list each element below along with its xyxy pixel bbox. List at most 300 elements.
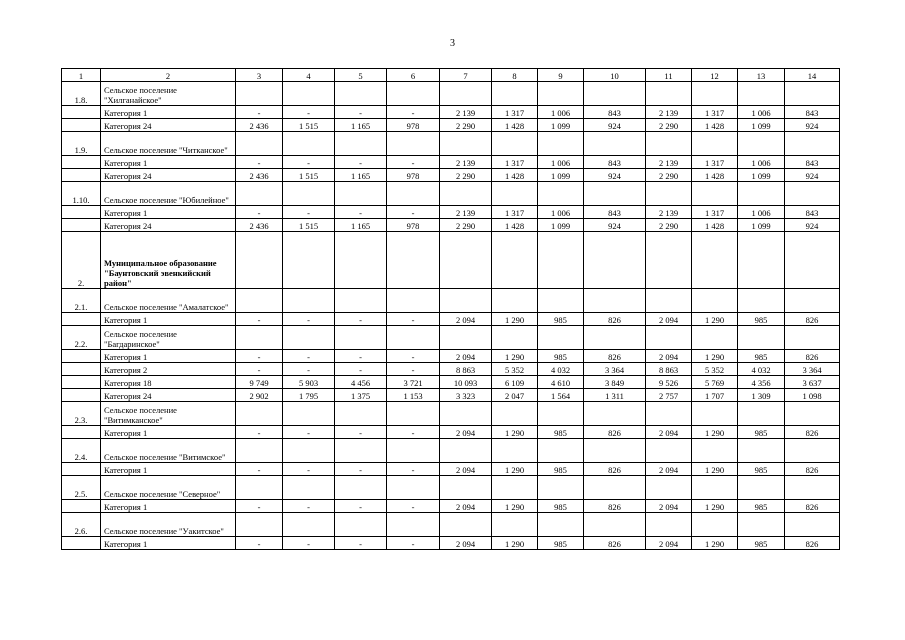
value-cell — [335, 182, 387, 206]
value-cell — [236, 326, 283, 350]
row-name: Категория 24 — [101, 119, 236, 132]
value-cell — [738, 326, 785, 350]
value-cell: 843 — [785, 156, 840, 169]
value-cell — [440, 232, 492, 289]
value-cell: 3 323 — [440, 389, 492, 402]
row-code — [62, 169, 101, 182]
value-cell — [283, 232, 335, 289]
value-cell: - — [335, 156, 387, 169]
value-cell: - — [335, 313, 387, 326]
value-cell: 1 099 — [538, 119, 584, 132]
value-cell: 2 436 — [236, 219, 283, 232]
value-cell — [236, 439, 283, 463]
value-cell: 1 311 — [584, 389, 646, 402]
value-cell — [492, 82, 538, 106]
value-cell: 1 099 — [538, 169, 584, 182]
value-cell: 2 094 — [646, 500, 692, 513]
value-cell: 1 006 — [538, 106, 584, 119]
value-cell — [538, 182, 584, 206]
value-cell: 8 863 — [440, 363, 492, 376]
value-cell: - — [283, 350, 335, 363]
value-cell — [584, 289, 646, 313]
category-row — [62, 219, 840, 232]
value-cell: 826 — [584, 426, 646, 439]
row-code — [62, 206, 101, 219]
value-cell: 1 564 — [538, 389, 584, 402]
value-cell: 985 — [738, 350, 785, 363]
value-cell: 1 375 — [335, 389, 387, 402]
value-cell: 4 356 — [738, 376, 785, 389]
value-cell: 1 098 — [785, 389, 840, 402]
value-cell — [492, 476, 538, 500]
value-cell — [584, 402, 646, 426]
value-cell: 826 — [785, 426, 840, 439]
value-cell: 1 006 — [538, 206, 584, 219]
row-name: Сельское поселение "Амалатское" — [101, 289, 236, 313]
value-cell: 1 795 — [283, 389, 335, 402]
value-cell: 1 099 — [538, 219, 584, 232]
settlement-row — [62, 326, 840, 350]
table-body — [62, 69, 840, 550]
value-cell: 1 515 — [283, 219, 335, 232]
value-cell — [584, 82, 646, 106]
value-cell: - — [283, 463, 335, 476]
value-cell — [584, 182, 646, 206]
value-cell: - — [335, 500, 387, 513]
value-cell: 826 — [785, 500, 840, 513]
value-cell: - — [236, 363, 283, 376]
row-name: Категория 1 — [101, 350, 236, 363]
row-name: Сельское поселение "Хилганайское" — [101, 82, 236, 106]
category-row — [62, 169, 840, 182]
row-name: Категория 24 — [101, 169, 236, 182]
value-cell: 826 — [584, 313, 646, 326]
value-cell — [646, 232, 692, 289]
row-name: Сельское поселение "Уакитское" — [101, 513, 236, 537]
value-cell — [646, 132, 692, 156]
row-name: Сельское поселение "Багдаринское" — [101, 326, 236, 350]
value-cell — [440, 326, 492, 350]
value-cell — [283, 326, 335, 350]
value-cell: 1 290 — [492, 537, 538, 550]
value-cell — [646, 476, 692, 500]
row-code: 2.4. — [62, 439, 101, 463]
value-cell: 826 — [785, 537, 840, 550]
value-cell: 2 094 — [440, 350, 492, 363]
value-cell: 4 032 — [538, 363, 584, 376]
value-cell: - — [283, 313, 335, 326]
value-cell: 924 — [785, 119, 840, 132]
value-cell — [236, 513, 283, 537]
value-cell: 1 309 — [738, 389, 785, 402]
value-cell — [538, 289, 584, 313]
value-cell: 2 139 — [646, 106, 692, 119]
category-row — [62, 389, 840, 402]
value-cell — [692, 476, 738, 500]
value-cell: - — [387, 156, 440, 169]
row-name: Категория 2 — [101, 363, 236, 376]
value-cell: - — [335, 463, 387, 476]
value-cell — [538, 326, 584, 350]
value-cell: - — [236, 206, 283, 219]
value-cell: 1 428 — [492, 219, 538, 232]
value-cell: 3 849 — [584, 376, 646, 389]
value-cell — [738, 513, 785, 537]
column-header: 14 — [785, 69, 840, 82]
value-cell — [492, 402, 538, 426]
value-cell: 2 094 — [440, 426, 492, 439]
value-cell: 1 099 — [738, 119, 785, 132]
value-cell: - — [283, 500, 335, 513]
value-cell: 4 610 — [538, 376, 584, 389]
value-cell: 985 — [538, 463, 584, 476]
category-row — [62, 463, 840, 476]
value-cell: 1 290 — [492, 426, 538, 439]
value-cell — [387, 289, 440, 313]
row-name: Категория 1 — [101, 106, 236, 119]
value-cell: 985 — [538, 350, 584, 363]
value-cell: 2 047 — [492, 389, 538, 402]
value-cell — [387, 513, 440, 537]
category-row — [62, 537, 840, 550]
value-cell: - — [335, 106, 387, 119]
value-cell — [646, 402, 692, 426]
value-cell: 1 290 — [492, 313, 538, 326]
value-cell — [692, 513, 738, 537]
column-header: 10 — [584, 69, 646, 82]
settlement-row — [62, 513, 840, 537]
value-cell — [236, 289, 283, 313]
value-cell — [538, 402, 584, 426]
value-cell: 1 153 — [387, 389, 440, 402]
value-cell — [492, 513, 538, 537]
value-cell — [785, 232, 840, 289]
value-cell: 1 290 — [692, 350, 738, 363]
value-cell: 3 721 — [387, 376, 440, 389]
value-cell — [785, 439, 840, 463]
value-cell — [785, 513, 840, 537]
value-cell — [738, 289, 785, 313]
value-cell: 1 317 — [692, 206, 738, 219]
value-cell: 1 290 — [692, 426, 738, 439]
value-cell: - — [236, 500, 283, 513]
row-code — [62, 350, 101, 363]
value-cell — [335, 513, 387, 537]
value-cell: 924 — [785, 169, 840, 182]
value-cell: - — [387, 350, 440, 363]
value-cell: - — [236, 156, 283, 169]
row-name: Категория 1 — [101, 313, 236, 326]
value-cell — [785, 476, 840, 500]
value-cell: - — [283, 363, 335, 376]
row-code — [62, 426, 101, 439]
value-cell: 924 — [785, 219, 840, 232]
row-name: Категория 1 — [101, 463, 236, 476]
value-cell: 3 364 — [785, 363, 840, 376]
value-cell: - — [387, 426, 440, 439]
value-cell: 2 094 — [646, 350, 692, 363]
value-cell: 2 139 — [646, 206, 692, 219]
value-cell: 9 749 — [236, 376, 283, 389]
value-cell: 1 290 — [492, 463, 538, 476]
value-cell — [440, 132, 492, 156]
value-cell: 8 863 — [646, 363, 692, 376]
value-cell: - — [236, 106, 283, 119]
category-row — [62, 350, 840, 363]
value-cell — [492, 289, 538, 313]
value-cell — [387, 82, 440, 106]
value-cell — [492, 326, 538, 350]
value-cell: 1 428 — [492, 119, 538, 132]
settlement-row — [62, 182, 840, 206]
value-cell: 2 290 — [440, 169, 492, 182]
value-cell: 1 290 — [692, 463, 738, 476]
row-code — [62, 537, 101, 550]
row-code — [62, 106, 101, 119]
value-cell — [283, 402, 335, 426]
value-cell — [440, 402, 492, 426]
value-cell: 985 — [538, 426, 584, 439]
row-name: Категория 18 — [101, 376, 236, 389]
value-cell: 826 — [785, 313, 840, 326]
value-cell: 1 428 — [692, 119, 738, 132]
value-cell: 826 — [584, 500, 646, 513]
value-cell — [584, 513, 646, 537]
row-name: Сельское поселение "Юбилейное" — [101, 182, 236, 206]
value-cell: 924 — [584, 169, 646, 182]
value-cell — [492, 232, 538, 289]
value-cell — [692, 132, 738, 156]
value-cell: 9 526 — [646, 376, 692, 389]
value-cell — [283, 289, 335, 313]
value-cell: 985 — [738, 463, 785, 476]
row-code — [62, 313, 101, 326]
value-cell — [387, 232, 440, 289]
value-cell: 2 094 — [440, 313, 492, 326]
value-cell — [492, 182, 538, 206]
column-header: 13 — [738, 69, 785, 82]
value-cell: - — [236, 537, 283, 550]
value-cell — [440, 476, 492, 500]
row-code — [62, 463, 101, 476]
value-cell: 985 — [738, 313, 785, 326]
row-code: 1.8. — [62, 82, 101, 106]
value-cell: 826 — [785, 463, 840, 476]
value-cell — [785, 326, 840, 350]
page-number: 3 — [450, 38, 455, 49]
row-code: 1.10. — [62, 182, 101, 206]
value-cell — [335, 232, 387, 289]
value-cell: - — [236, 313, 283, 326]
row-code: 2.6. — [62, 513, 101, 537]
value-cell: 843 — [584, 106, 646, 119]
row-code — [62, 119, 101, 132]
value-cell: 1 317 — [692, 106, 738, 119]
row-code — [62, 389, 101, 402]
value-cell: 978 — [387, 169, 440, 182]
value-cell — [584, 232, 646, 289]
value-cell: 826 — [584, 463, 646, 476]
value-cell — [538, 439, 584, 463]
settlement-row — [62, 132, 840, 156]
value-cell — [335, 82, 387, 106]
row-code — [62, 500, 101, 513]
value-cell — [738, 402, 785, 426]
value-cell: 1 428 — [492, 169, 538, 182]
header-row — [62, 69, 840, 82]
value-cell — [335, 476, 387, 500]
value-cell: 2 094 — [646, 537, 692, 550]
value-cell: 2 902 — [236, 389, 283, 402]
value-cell — [492, 132, 538, 156]
value-cell: - — [335, 206, 387, 219]
value-cell — [692, 326, 738, 350]
value-cell: - — [387, 206, 440, 219]
value-cell — [283, 476, 335, 500]
value-cell — [440, 439, 492, 463]
column-header: 8 — [492, 69, 538, 82]
value-cell: 1 317 — [492, 106, 538, 119]
settlement-row — [62, 439, 840, 463]
value-cell — [584, 326, 646, 350]
value-cell: 1 317 — [492, 206, 538, 219]
value-cell: 985 — [538, 313, 584, 326]
row-name: Сельское поселение "Витимканское" — [101, 402, 236, 426]
tariff-table — [61, 68, 840, 550]
row-code — [62, 156, 101, 169]
value-cell — [283, 132, 335, 156]
value-cell: 5 769 — [692, 376, 738, 389]
value-cell — [785, 182, 840, 206]
value-cell: 1 165 — [335, 219, 387, 232]
value-cell: 1 290 — [492, 350, 538, 363]
row-code: 2. — [62, 232, 101, 289]
value-cell: 1 165 — [335, 119, 387, 132]
value-cell: 2 290 — [440, 119, 492, 132]
value-cell — [283, 513, 335, 537]
settlement-row — [62, 402, 840, 426]
value-cell — [692, 289, 738, 313]
value-cell: 826 — [584, 537, 646, 550]
column-header: 2 — [101, 69, 236, 82]
value-cell — [236, 82, 283, 106]
column-header: 7 — [440, 69, 492, 82]
value-cell: 985 — [738, 426, 785, 439]
category-row — [62, 106, 840, 119]
value-cell — [440, 513, 492, 537]
value-cell: 2 290 — [440, 219, 492, 232]
column-header: 12 — [692, 69, 738, 82]
value-cell — [584, 476, 646, 500]
value-cell — [646, 513, 692, 537]
value-cell: 1 290 — [492, 500, 538, 513]
value-cell: - — [335, 350, 387, 363]
value-cell: - — [283, 156, 335, 169]
row-code — [62, 219, 101, 232]
category-row — [62, 313, 840, 326]
row-name: Категория 1 — [101, 537, 236, 550]
category-row — [62, 206, 840, 219]
value-cell: 1 515 — [283, 169, 335, 182]
value-cell: 4 456 — [335, 376, 387, 389]
value-cell: - — [283, 426, 335, 439]
row-name: Категория 1 — [101, 206, 236, 219]
category-row — [62, 426, 840, 439]
value-cell: 2 139 — [646, 156, 692, 169]
value-cell: - — [236, 426, 283, 439]
value-cell — [738, 132, 785, 156]
value-cell: 843 — [785, 206, 840, 219]
municipality-row — [62, 232, 840, 289]
value-cell — [440, 289, 492, 313]
value-cell — [785, 82, 840, 106]
value-cell: 2 094 — [440, 500, 492, 513]
value-cell: 1 317 — [492, 156, 538, 169]
value-cell: 3 637 — [785, 376, 840, 389]
value-cell: 2 094 — [440, 463, 492, 476]
value-cell: 2 139 — [440, 106, 492, 119]
value-cell: - — [387, 313, 440, 326]
value-cell — [646, 439, 692, 463]
value-cell: 2 290 — [646, 169, 692, 182]
settlement-row — [62, 289, 840, 313]
value-cell: 843 — [584, 206, 646, 219]
column-header: 5 — [335, 69, 387, 82]
row-name: Категория 1 — [101, 500, 236, 513]
settlement-row — [62, 82, 840, 106]
value-cell — [236, 476, 283, 500]
value-cell — [335, 402, 387, 426]
row-name: Категория 24 — [101, 219, 236, 232]
value-cell: 1 707 — [692, 389, 738, 402]
value-cell: 6 109 — [492, 376, 538, 389]
column-header: 6 — [387, 69, 440, 82]
value-cell: 985 — [738, 500, 785, 513]
row-code: 1.9. — [62, 132, 101, 156]
row-name: Категория 1 — [101, 156, 236, 169]
value-cell: 1 428 — [692, 219, 738, 232]
row-code: 2.5. — [62, 476, 101, 500]
column-header: 11 — [646, 69, 692, 82]
value-cell: 985 — [538, 500, 584, 513]
value-cell — [283, 182, 335, 206]
value-cell: 5 352 — [692, 363, 738, 376]
row-name: Сельское поселение "Витимское" — [101, 439, 236, 463]
value-cell: 4 032 — [738, 363, 785, 376]
value-cell — [440, 182, 492, 206]
value-cell: - — [236, 350, 283, 363]
value-cell — [538, 476, 584, 500]
value-cell — [738, 476, 785, 500]
value-cell: 1 099 — [738, 219, 785, 232]
value-cell — [538, 232, 584, 289]
value-cell — [387, 132, 440, 156]
value-cell — [646, 326, 692, 350]
value-cell: 985 — [538, 537, 584, 550]
value-cell — [387, 182, 440, 206]
value-cell — [738, 439, 785, 463]
value-cell — [335, 289, 387, 313]
value-cell — [538, 82, 584, 106]
row-name: Категория 1 — [101, 426, 236, 439]
value-cell — [692, 82, 738, 106]
value-cell: 2 094 — [440, 537, 492, 550]
value-cell: - — [387, 363, 440, 376]
value-cell: 2 290 — [646, 219, 692, 232]
value-cell: - — [283, 206, 335, 219]
value-cell: 1 006 — [538, 156, 584, 169]
value-cell — [785, 132, 840, 156]
